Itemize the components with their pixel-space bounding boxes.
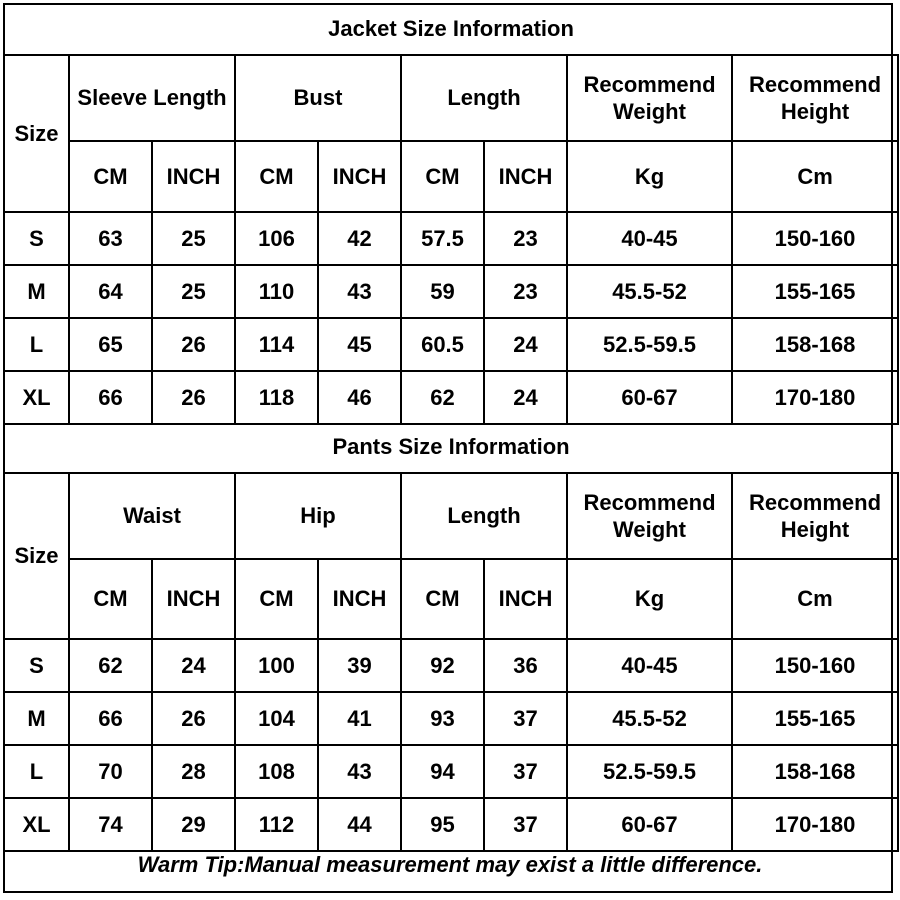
- group-header: Recommend Height: [732, 473, 898, 559]
- table-cell: 155-165: [732, 692, 898, 745]
- table-cell: 37: [484, 745, 567, 798]
- table-cell: 52.5-59.5: [567, 745, 732, 798]
- jacket-size-table: [3, 3, 899, 425]
- table-cell: 170-180: [732, 798, 898, 851]
- table-row: [4, 798, 898, 851]
- table-cell: 66: [69, 692, 152, 745]
- table-cell: 23: [484, 212, 567, 265]
- table-cell: 28: [152, 745, 235, 798]
- table-cell: 170-180: [732, 371, 898, 424]
- table-cell: 106: [235, 212, 318, 265]
- table-cell: 95: [401, 798, 484, 851]
- unit-cell: CM: [69, 559, 152, 639]
- table-cell: 46: [318, 371, 401, 424]
- unit-cell: INCH: [152, 559, 235, 639]
- table-cell: 92: [401, 639, 484, 692]
- table-cell: 24: [152, 639, 235, 692]
- table-cell: 23: [484, 265, 567, 318]
- table-cell: 45.5-52: [567, 265, 732, 318]
- size-header: Size: [4, 473, 69, 639]
- table-cell: 43: [318, 265, 401, 318]
- table-cell: 94: [401, 745, 484, 798]
- table-row: [4, 639, 898, 692]
- size-cell: M: [4, 265, 69, 318]
- table-cell: 158-168: [732, 318, 898, 371]
- table-cell: 155-165: [732, 265, 898, 318]
- size-header: Size: [4, 55, 69, 212]
- table-cell: 40-45: [567, 639, 732, 692]
- table-row: [4, 692, 898, 745]
- group-header: Bust: [235, 55, 401, 141]
- unit-cell: Cm: [732, 141, 898, 212]
- unit-cell: Cm: [732, 559, 898, 639]
- size-cell: XL: [4, 371, 69, 424]
- group-header: Length: [401, 473, 567, 559]
- table-cell: 59: [401, 265, 484, 318]
- unit-cell: CM: [401, 141, 484, 212]
- table-cell: 112: [235, 798, 318, 851]
- size-cell: L: [4, 318, 69, 371]
- table-cell: 100: [235, 639, 318, 692]
- group-header: Recommend Weight: [567, 55, 732, 141]
- table-cell: 26: [152, 371, 235, 424]
- table-cell: 26: [152, 692, 235, 745]
- table-cell: 26: [152, 318, 235, 371]
- size-cell: M: [4, 692, 69, 745]
- table-cell: 74: [69, 798, 152, 851]
- group-header: Sleeve Length: [69, 55, 235, 141]
- table-cell: 45: [318, 318, 401, 371]
- table-cell: 65: [69, 318, 152, 371]
- table-row: [4, 265, 898, 318]
- group-header: Waist: [69, 473, 235, 559]
- table-cell: 114: [235, 318, 318, 371]
- table-cell: 70: [69, 745, 152, 798]
- table-cell: 64: [69, 265, 152, 318]
- table-cell: 25: [152, 212, 235, 265]
- warm-tip-note: Warm Tip:Manual measurement may exist a little difference.: [137, 852, 763, 877]
- table-cell: 110: [235, 265, 318, 318]
- table-cell: 62: [401, 371, 484, 424]
- table-cell: 43: [318, 745, 401, 798]
- table-cell: 37: [484, 798, 567, 851]
- unit-cell: CM: [69, 141, 152, 212]
- table-cell: 66: [69, 371, 152, 424]
- table-cell: 24: [484, 371, 567, 424]
- unit-cell: CM: [235, 141, 318, 212]
- table-cell: 93: [401, 692, 484, 745]
- size-cell: S: [4, 212, 69, 265]
- table-cell: 44: [318, 798, 401, 851]
- table-cell: 118: [235, 371, 318, 424]
- table-cell: 63: [69, 212, 152, 265]
- table-cell: 42: [318, 212, 401, 265]
- table-cell: 62: [69, 639, 152, 692]
- table-cell: 37: [484, 692, 567, 745]
- table-cell: 158-168: [732, 745, 898, 798]
- table-cell: 57.5: [401, 212, 484, 265]
- unit-cell: CM: [235, 559, 318, 639]
- unit-row: [4, 141, 898, 212]
- jacket-title: Jacket Size Information: [4, 3, 898, 55]
- unit-cell: INCH: [318, 141, 401, 212]
- table-cell: 29: [152, 798, 235, 851]
- unit-cell: INCH: [484, 141, 567, 212]
- unit-cell: INCH: [484, 559, 567, 639]
- table-cell: 25: [152, 265, 235, 318]
- table-cell: 104: [235, 692, 318, 745]
- size-cell: L: [4, 745, 69, 798]
- table-cell: 41: [318, 692, 401, 745]
- table-cell: 45.5-52: [567, 692, 732, 745]
- table-cell: 60-67: [567, 371, 732, 424]
- table-row: [4, 212, 898, 265]
- pants-title: Pants Size Information: [4, 421, 898, 473]
- table-cell: 150-160: [732, 212, 898, 265]
- table-cell: 24: [484, 318, 567, 371]
- table-cell: 36: [484, 639, 567, 692]
- group-header: Recommend Height: [732, 55, 898, 141]
- unit-cell: Kg: [567, 141, 732, 212]
- group-header: Length: [401, 55, 567, 141]
- table-cell: 39: [318, 639, 401, 692]
- table-row: [4, 318, 898, 371]
- group-header: Hip: [235, 473, 401, 559]
- table-cell: 52.5-59.5: [567, 318, 732, 371]
- table-row: [4, 745, 898, 798]
- unit-cell: Kg: [567, 559, 732, 639]
- table-cell: 40-45: [567, 212, 732, 265]
- table-cell: 108: [235, 745, 318, 798]
- unit-cell: INCH: [318, 559, 401, 639]
- table-row: [4, 371, 898, 424]
- unit-cell: CM: [401, 559, 484, 639]
- size-cell: XL: [4, 798, 69, 851]
- table-cell: 150-160: [732, 639, 898, 692]
- pants-size-table: [3, 421, 899, 852]
- table-cell: 60-67: [567, 798, 732, 851]
- unit-cell: INCH: [152, 141, 235, 212]
- group-header: Recommend Weight: [567, 473, 732, 559]
- table-cell: 60.5: [401, 318, 484, 371]
- unit-row: [4, 559, 898, 639]
- size-cell: S: [4, 639, 69, 692]
